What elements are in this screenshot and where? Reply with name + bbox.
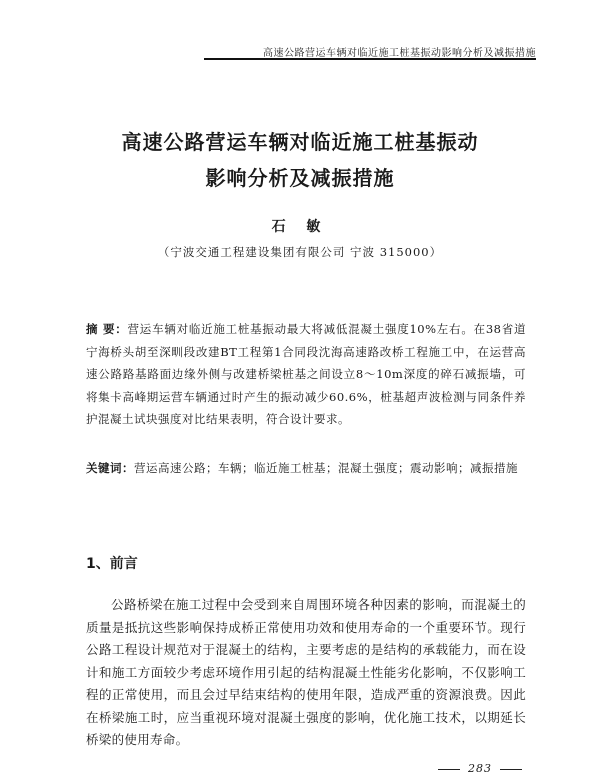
keywords-label: 关键词： (86, 461, 134, 475)
abstract-text: 营运车辆对临近施工桩基振动最大将减低混凝土强度10%左右。在38省道宁海桥头胡至深甽段改建BT工程第1合同段沈海高速路改桥工程施工中，在运营高速公路路基路面边缘外侧与改建桥梁桩基之间设立8～10m深度的碎石减振墙，可将集卡高峰期运营车辆通过时产生的振动减少60.6%，桩基超声波检测与同条件养护混凝土试块强度对比结果表明，符合设计要求。 (86, 322, 526, 426)
paper-title (60, 124, 540, 196)
running-header: 高速公路营运车辆对临近施工桩基振动影响分析及减振措施 (263, 48, 536, 59)
page-number-value: 283 (468, 762, 492, 775)
paragraph: 公路桥梁在施工过程中会受到来自周围环境各种因素的影响，而混凝土的质量是抵抗这些影响保持成桥正常使用功效和使用寿命的一个重要环节。现行公路工程设计规范对于混凝土的结构，主要考虑的是结构的承载能力，而在设计和施工方面较少考虑环境作用引起的结构混凝土性能劣化影响，不仅影响工程的正常使用，而且会过早结束结构的使用年限，造成严重的资源浪费。因此在桥梁施工时，应当重视环境对混凝土强度的影响，优化施工技术，以期延长桥梁的使用寿命。 (86, 597, 526, 747)
dash-left (438, 769, 460, 770)
author: 石 敏 (271, 219, 329, 235)
section-heading: 1、前言 (86, 556, 138, 572)
title-line-2: 影响分析及减振措施 (205, 166, 395, 190)
dash-right (500, 769, 522, 770)
title-line-1: 高速公路营运车辆对临近施工桩基振动 (121, 130, 479, 154)
header-rule (204, 58, 536, 60)
keywords (86, 456, 526, 480)
keywords-text: 营运高速公路；车辆；临近施工桩基；混凝土强度；震动影响；减振措施 (134, 461, 518, 475)
page-number (420, 762, 540, 775)
abstract (86, 318, 526, 431)
affiliation: （宁波交通工程建设集团有限公司 宁波 315000） (157, 245, 443, 259)
abstract-label: 摘 要： (86, 322, 128, 336)
body-text (86, 594, 526, 752)
